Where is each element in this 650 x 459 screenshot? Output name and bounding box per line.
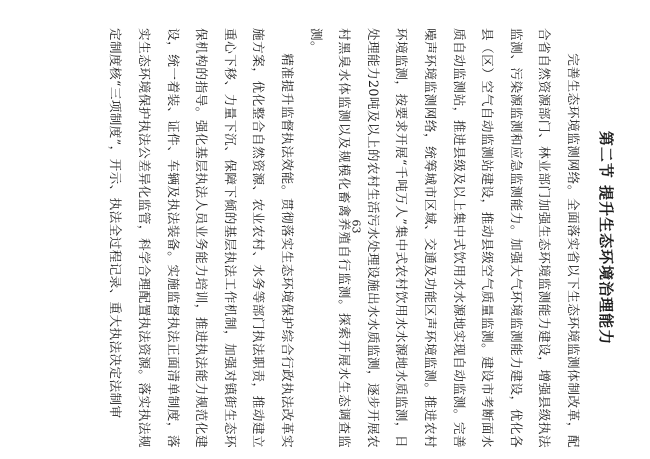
section-title: 第二节 提升生态环境治理能力 — [597, 130, 615, 346]
rotated-text-block — [65, 28, 625, 448]
page-number: 63 — [349, 219, 363, 234]
paragraph-monitoring: 完善生态环境监测网络。全面落实省以下生态环境监测体制改革，配合省自然资源部门、林业部门加强生态环境监测能力建设，增强县级执法监测、污染源监测和应急监测能力。加强大气环境监测能力建设，优化各县（区）空气自动监测站建设，推动县级空气质量监测。建设市考断面水质自动监测站，推进县级及以上集中式饮用水水源地实现自动监测。完善噪声环境监测网络，统筹城市区域、交通及功能区声环境监测。推进农村环境监测，按要求开展“千吨万人”集中式农村饮用水水源地水质监测，日处理能力20吨及以上的农村生活污水处理设施出水水质监测，逐步开展农村黑臭水体监测以及规模化畜禽养殖自行监测。探索开展水生态调查监测。 — [308, 28, 581, 448]
paragraph-enforcement: 精准提升监督执法效能。贯彻落实生态环境保护综合行政执法改革实施方案，优化整合自然资源、农业农村、水务等部门执法职责，推动建立重心下移、力量下沉、保障下倾的基层执法工作机制，加强对镇街生态环保机构的指导。强化基层执法人员业务能力培训，推进执法能力规范化建设，统一着装、证件、车辆及执法装备。实施监督执法正面清单制度，落实生态环境保护执法公差异化监管，科学合理配置执法资源。落实执法规定制度核“三项制度”，开示、执法全过程记录、重大执法决定法制审 — [108, 28, 296, 448]
